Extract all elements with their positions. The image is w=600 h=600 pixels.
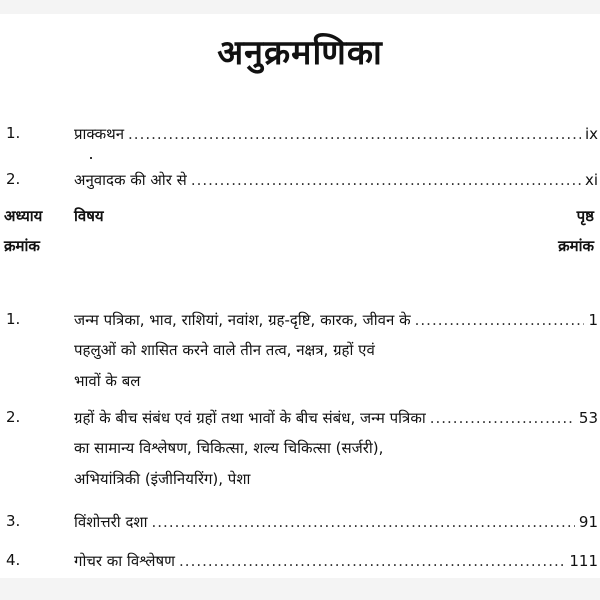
header-page-label-2: क्रमांक [558, 237, 594, 255]
chapter-2-line-1: ग्रहों के बीच संबंध एवं ग्रहों तथा भावों के बीच संबंध, जन्म पत्रिका [74, 409, 426, 427]
front-entry-1-text: प्राक्कथन [74, 125, 125, 143]
front-entry-2-text: अनुवादक की ओर से [74, 171, 187, 189]
leader-dots [430, 409, 575, 427]
chapter-1-continuation [74, 335, 494, 397]
chapter-4-entry[interactable] [74, 551, 598, 571]
chapter-3-page: 91 [578, 513, 598, 531]
chapter-2-continuation [74, 433, 494, 495]
chapter-3-number: 3. [6, 512, 21, 530]
header-page-label-1: पृष्ठ [576, 207, 594, 225]
chapter-3-entry[interactable] [74, 512, 598, 532]
chapter-1-line-2: पहलुओं को शासित करने वाले तीन तत्व, नक्षत्र, ग्रहों एवं [74, 341, 375, 359]
front-entry-2-page: xi [584, 171, 598, 189]
chapter-2-entry[interactable] [74, 408, 598, 428]
page-title: अनुक्रमणिका [217, 33, 383, 73]
leader-dots [128, 125, 581, 143]
chapter-1-number: 1. [6, 310, 21, 328]
chapter-2-number: 2. [6, 408, 21, 426]
chapter-1-line-3: भावों के बल [74, 372, 141, 390]
header-chapter-label-2: क्रमांक [4, 237, 40, 255]
chapter-1-line-1: जन्म पत्रिका, भाव, राशियां, नवांश, ग्रह-दृष्टि, कारक, जीवन के [74, 311, 411, 329]
chapter-4-text: गोचर का विश्लेषण [74, 552, 176, 570]
front-entry-2-number: 2. [6, 170, 21, 188]
leader-dots [191, 171, 581, 189]
front-entry-1[interactable] [74, 124, 598, 144]
leader-dots [179, 552, 565, 570]
print-speck [90, 157, 92, 159]
front-entry-2[interactable] [74, 170, 598, 190]
header-subject-label: विषय [74, 207, 104, 225]
front-entry-1-number: 1. [6, 124, 21, 142]
bottom-margin-band [0, 578, 600, 600]
chapter-1-entry[interactable] [74, 310, 598, 330]
chapter-4-page: 111 [569, 552, 598, 570]
chapter-1-page: 1 [588, 311, 598, 329]
front-entry-1-page: ix [584, 125, 598, 143]
chapter-2-page: 53 [578, 409, 598, 427]
header-chapter-label-1: अध्याय [4, 207, 43, 225]
leader-dots [415, 311, 585, 329]
chapter-3-text: विंशोत्तरी दशा [74, 513, 148, 531]
chapter-2-line-3: अभियांत्रिकी (इंजीनियरिंग), पेशा [74, 470, 251, 488]
leader-dots [152, 513, 575, 531]
chapter-2-line-2: का सामान्य विश्लेषण, चिकित्सा, शल्य चिकित्सा (सर्जरी), [74, 439, 384, 457]
chapter-4-number: 4. [6, 551, 21, 569]
top-margin-band [0, 0, 600, 14]
